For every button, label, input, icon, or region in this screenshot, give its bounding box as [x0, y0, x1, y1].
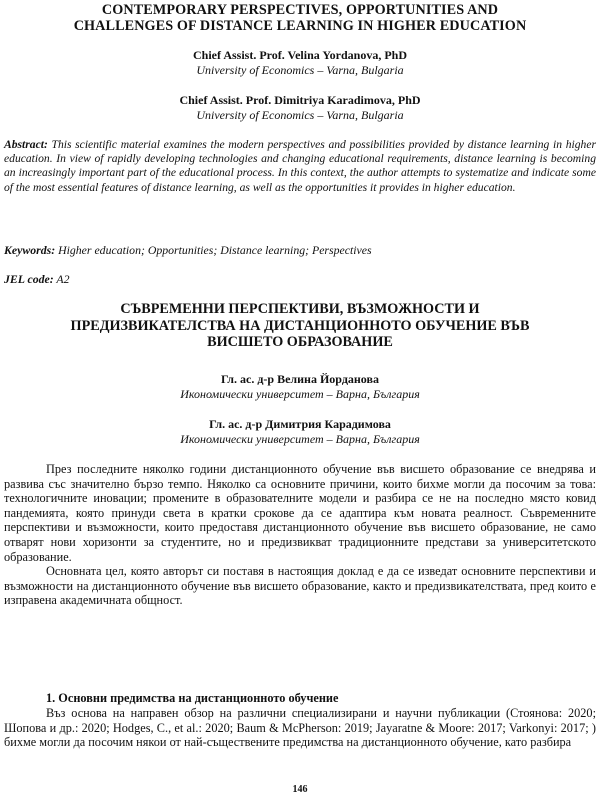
- bulgarian-title: [4, 301, 596, 351]
- author-2-en: Chief Assist. Prof. Dimitriya Karadimova, PhD: [179, 93, 421, 107]
- affiliation-2-en: University of Economics – Varna, Bulgaria: [196, 108, 404, 122]
- jel-code: [4, 272, 596, 286]
- keywords-text: Higher education; Opportunities; Distance learning; Perspectives: [55, 243, 372, 257]
- page-number: 146: [292, 784, 308, 795]
- abstract: [4, 138, 596, 195]
- affiliation-2-bg: Икономически университет – Варна, България: [180, 432, 420, 446]
- affiliation-1-bg: Икономически университет – Варна, България: [180, 387, 420, 401]
- paragraph-1: През последните няколко години дистанционното обучение във висшето образование се внедрява и развива със значително бързо темпо. Няколко са основните причини, които бихме могли да посочим за това: технологичните иновации; промените в образователните модели и разбира се не на последно място ковид пандемията, която принуди света в кратки срокове да се адаптира към новата реалност. Съвременните перспективи и възможности, които предоставя дистанционното обучение във висшето образование, не само отварят нови хоризонти за студентите, но и предизвикват традиционните представи за университетското образование.: [4, 462, 596, 564]
- english-title: [4, 2, 596, 34]
- jel-text: A2: [53, 272, 70, 286]
- affiliation-1-en: University of Economics – Varna, Bulgaria: [196, 63, 404, 77]
- paragraph-3: Въз основа на направен обзор на различни специализирани и научни публикации (Стоянова: 2020; Шопова и др.: 2020; Hodges, C., et al.: 2020; Baum & McPherson: 2019; Jayaratne & Moore: 2017; Varkonyi: 2017; ) бихме могли да посочим някои от най-съществените предимства на дистанционното обучение, като разбира: [4, 706, 596, 750]
- abstract-text: This scientific material examines the modern perspectives and possibilities provided by distance learning in higher education. In view of rapidly developing technologies and changing educational requirements, distance learning is becoming an increasingly important part of the educational process. In this context, the author attempts to systematize and indicate some of the most essential features of distance learning, as well as the opportunities it provides in higher education.: [4, 138, 596, 194]
- jel-label: JEL code:: [4, 272, 54, 286]
- abstract-label: Abstract:: [4, 138, 48, 151]
- bulgarian-title-line-3: ВИСШЕТО ОБРАЗОВАНИЕ: [207, 334, 393, 350]
- keywords: [4, 243, 596, 257]
- keywords-label: Keywords:: [4, 243, 56, 257]
- paragraph-2: Основната цел, която авторът си поставя в настоящия доклад е да се изведат основните перспективи и възможности на дистанционното обучение във висшето образование, както и предизвикателствата, пред които е изправена академичната общност.: [4, 564, 596, 608]
- english-title-line-2: CHALLENGES OF DISTANCE LEARNING IN HIGHER EDUCATION: [73, 18, 527, 34]
- bulgarian-title-line-1: СЪВРЕМЕННИ ПЕРСПЕКТИВИ, ВЪЗМОЖНОСТИ И: [120, 301, 480, 317]
- section-heading: 1. Основни предимства на дистанционното обучение: [46, 691, 339, 705]
- author-2-bg: Гл. ас. д-р Димитрия Карадимова: [209, 417, 391, 431]
- english-title-line-1: CONTEMPORARY PERSPECTIVES, OPPORTUNITIES AND: [101, 2, 499, 18]
- body-text: [4, 462, 596, 608]
- body-text-2: [4, 706, 596, 750]
- author-1-en: Chief Assist. Prof. Velina Yordanova, PhD: [192, 48, 408, 62]
- bulgarian-title-line-2: ПРЕДИЗВИКАТЕЛСТВА НА ДИСТАНЦИОННОТО ОБУЧЕНИЕ ВЪВ: [70, 317, 530, 334]
- author-1-bg: Гл. ас. д-р Велина Йорданова: [221, 372, 379, 386]
